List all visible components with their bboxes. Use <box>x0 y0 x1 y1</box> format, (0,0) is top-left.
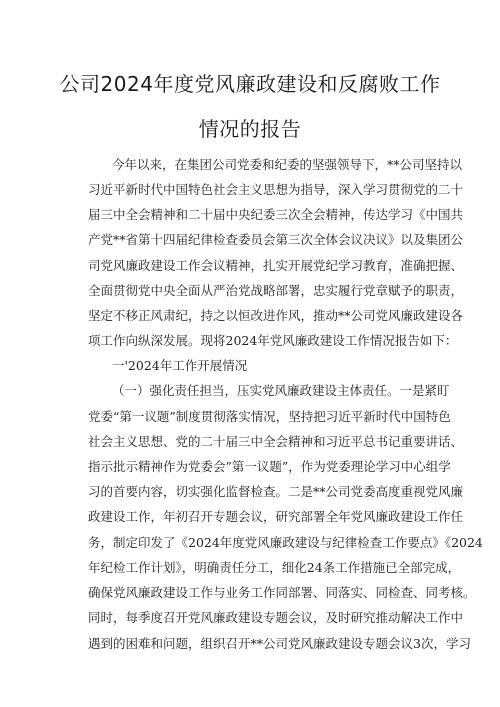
paragraph-line: 习近平新时代中国特色社会主义思想为指导，深入学习贯彻党的二十 <box>88 182 464 197</box>
paragraph-line: 项工作向纵深发展。现将2024年党风廉政建设工作情况报告如下： <box>88 333 458 348</box>
paragraph-line: 政建设工作，年初召开专题会议，研究部署全年党风廉政建设工作任 <box>88 509 464 524</box>
paragraph-line: 务，制定印发了《2024年度党风廉政建设与纪律检查工作要点》《2024 <box>88 535 483 550</box>
paragraph-line: 习的首要内容，切实强化监督检查。二是**公司党委高度重视党风廉 <box>88 484 464 499</box>
paragraph-line: 指示批示精神作为党委会”第一议题”，作为党委理论学习中心组学 <box>88 459 451 474</box>
document-title-line-1: 公司2024年度党风廉政建设和反腐败工作 <box>59 72 441 96</box>
paragraph-line: 今年以来，在集团公司党委和纪委的坚强领导下，**公司坚持以 <box>112 157 463 172</box>
paragraph-line: 年纪检工作计划》，明确责任分工，细化24条工作措施已全部完成， <box>88 560 461 575</box>
paragraph-line: （一）强化责任担当，压实党风廉政建设主体责任。一是紧盯 <box>112 383 450 398</box>
paragraph-line: 党委“第一议题”制度贯彻落实情况，坚持把习近平新时代中国特色 <box>88 409 451 424</box>
paragraph-line: 全面贯彻党中央全面从严治党战略部署，忠实履行党章赋予的职责， <box>88 283 464 298</box>
paragraph-line: 同时，每季度召开党风廉政建设专题会议，及时研究推动解决工作中 <box>88 610 464 625</box>
paragraph-line: 产党**省第十四届纪律检查委员会第三次全体会议决议》以及集团公 <box>88 232 464 247</box>
paragraph-line: 坚定不移正风肃纪，持之以恒改进作风，推动**公司党风廉政建设各 <box>88 308 464 323</box>
document-title-line-2: 情况的报告 <box>198 117 302 141</box>
paragraph-line: 社会主义思想、党的二十届三中全会精神和习近平总书记重要讲话、 <box>88 434 464 449</box>
paragraph-line: 确保党风廉政建设工作与业务工作同部署、同落实、同检查、同考核。 <box>88 585 476 600</box>
paragraph-line: 届三中全会精神和二十届中央纪委三次全会精神，传达学习《中国共 <box>88 207 464 222</box>
paragraph-line: 司党风廉政建设工作会议精神，扎实开展党纪学习教育，准确把握、 <box>88 258 464 273</box>
section-heading: 一'2024年工作开展情况 <box>112 358 248 373</box>
paragraph-line: 遇到的困难和问题，组织召开**公司党风廉政建设专题会议3次，学习 <box>88 636 471 651</box>
